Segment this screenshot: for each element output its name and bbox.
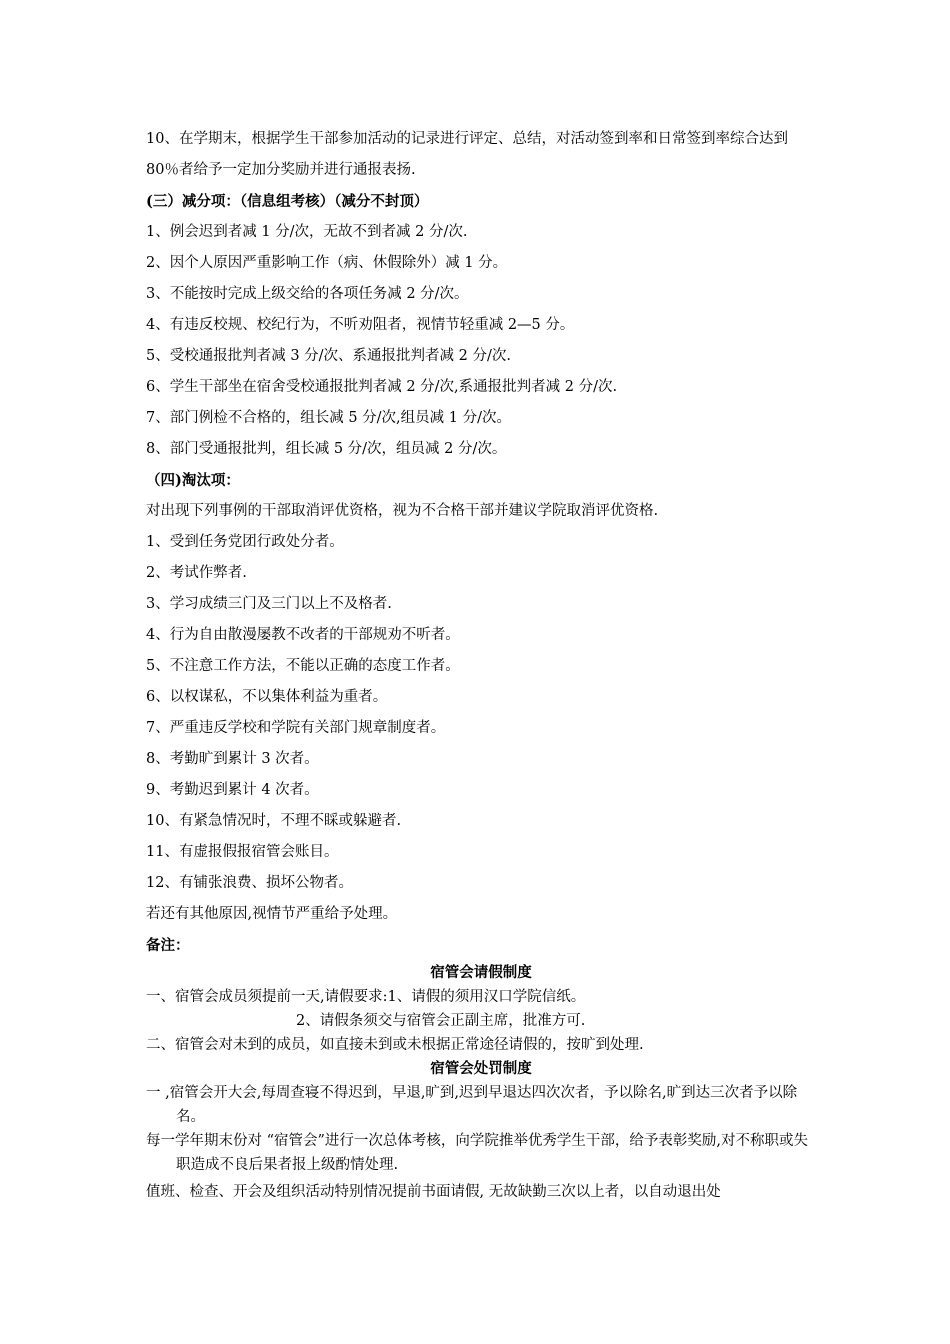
intro-item-10: 10、在学期末，根据学生干部参加活动的记录进行评定、总结，对活动签到率和日常签到率综合达到 80％者给予一定加分奖励并进行通报表扬.	[146, 131, 788, 178]
deduction-item: 2、因个人原因严重影响工作（病、休假除外）减 1 分。	[146, 255, 508, 271]
leave-policy-line: 2、请假条须交与宿管会正副主席，批准方可.	[296, 1013, 586, 1029]
elimination-closing: 若还有其他原因,视情节严重给予处理。	[146, 906, 398, 922]
elimination-intro: 对出现下列事例的干部取消评优资格，视为不合格干部并建议学院取消评优资格.	[146, 503, 659, 519]
leave-policy-title: 宿管会请假制度	[430, 964, 532, 981]
elimination-item: 6、以权谋私，不以集体利益为重者。	[146, 689, 388, 705]
penalty-policy-line: 值班、检查、开会及组织活动特别情况提前书面请假, 无故缺勤三次以上者，以自动退出处	[146, 1184, 721, 1200]
penalty-policy-line: 每一学年期末份对 “宿管会”进行一次总体考核，向学院推举优秀学生干部，给予表彰奖励,对不称职或失职造成不良后果者报上级酌情处理.	[146, 1133, 809, 1173]
elimination-item: 1、受到任务党团行政处分者。	[146, 534, 344, 550]
deduction-item: 8、部门受通报批判，组长减 5 分/次，组员减 2 分/次。	[146, 441, 507, 457]
document-body	[146, 124, 816, 1207]
elimination-heading: （四)淘汰项：	[146, 472, 240, 489]
deduction-item: 5、受校通报批判者减 3 分/次、系通报批判者减 2 分/次.	[146, 348, 511, 364]
deduction-item: 3、不能按时完成上级交给的各项任务减 2 分/次。	[146, 286, 469, 302]
elimination-item: 3、学习成绩三门及三门以上不及格者.	[146, 596, 392, 612]
elimination-item: 11、有虚报假报宿管会账目。	[146, 844, 339, 860]
elimination-item: 7、严重违反学校和学院有关部门规章制度者。	[146, 720, 446, 736]
elimination-item: 8、考勤旷到累计 3 次者。	[146, 751, 319, 767]
elimination-item: 10、有紧急情况时，不理不睬或躲避者.	[146, 813, 402, 829]
deduction-heading: (三）减分项：（信息组考核）（减分不封顶）	[146, 193, 429, 210]
deduction-item: 1、例会迟到者减 1 分/次，无故不到者减 2 分/次.	[146, 224, 468, 240]
deduction-item: 4、有违反校规、校纪行为，不听劝阻者，视情节轻重减 2—5 分。	[146, 317, 575, 333]
elimination-item: 5、不注意工作方法，不能以正确的态度工作者。	[146, 658, 460, 674]
elimination-item: 4、行为自由散漫屡教不改者的干部规劝不听者。	[146, 627, 460, 643]
deduction-item: 7、部门例检不合格的，组长减 5 分/次,组员减 1 分/次。	[146, 410, 511, 426]
elimination-item: 12、有铺张浪费、损坏公物者。	[146, 875, 353, 891]
leave-policy-line: 一、宿管会成员须提前一天,请假要求:1、请假的须用汉口学院信纸。	[146, 989, 586, 1005]
deduction-item: 6、学生干部坐在宿舍受校通报批判者减 2 分/次,系通报批判者减 2 分/次.	[146, 379, 618, 395]
penalty-policy-line: 一 ,宿管会开大会,每周查寝不得迟到，早退,旷到,迟到早退达四次次者，予以除名,旷到达三次者予以除名。	[146, 1085, 798, 1125]
remarks-label: 备注：	[146, 937, 190, 954]
penalty-policy-title: 宿管会处罚制度	[430, 1060, 532, 1077]
leave-policy-line: 二、宿管会对未到的成员，如直接未到或未根据正常途径请假的，按旷到处理.	[146, 1037, 644, 1053]
elimination-item: 9、考勤迟到累计 4 次者。	[146, 782, 319, 798]
elimination-item: 2、考试作弊者.	[146, 565, 247, 581]
